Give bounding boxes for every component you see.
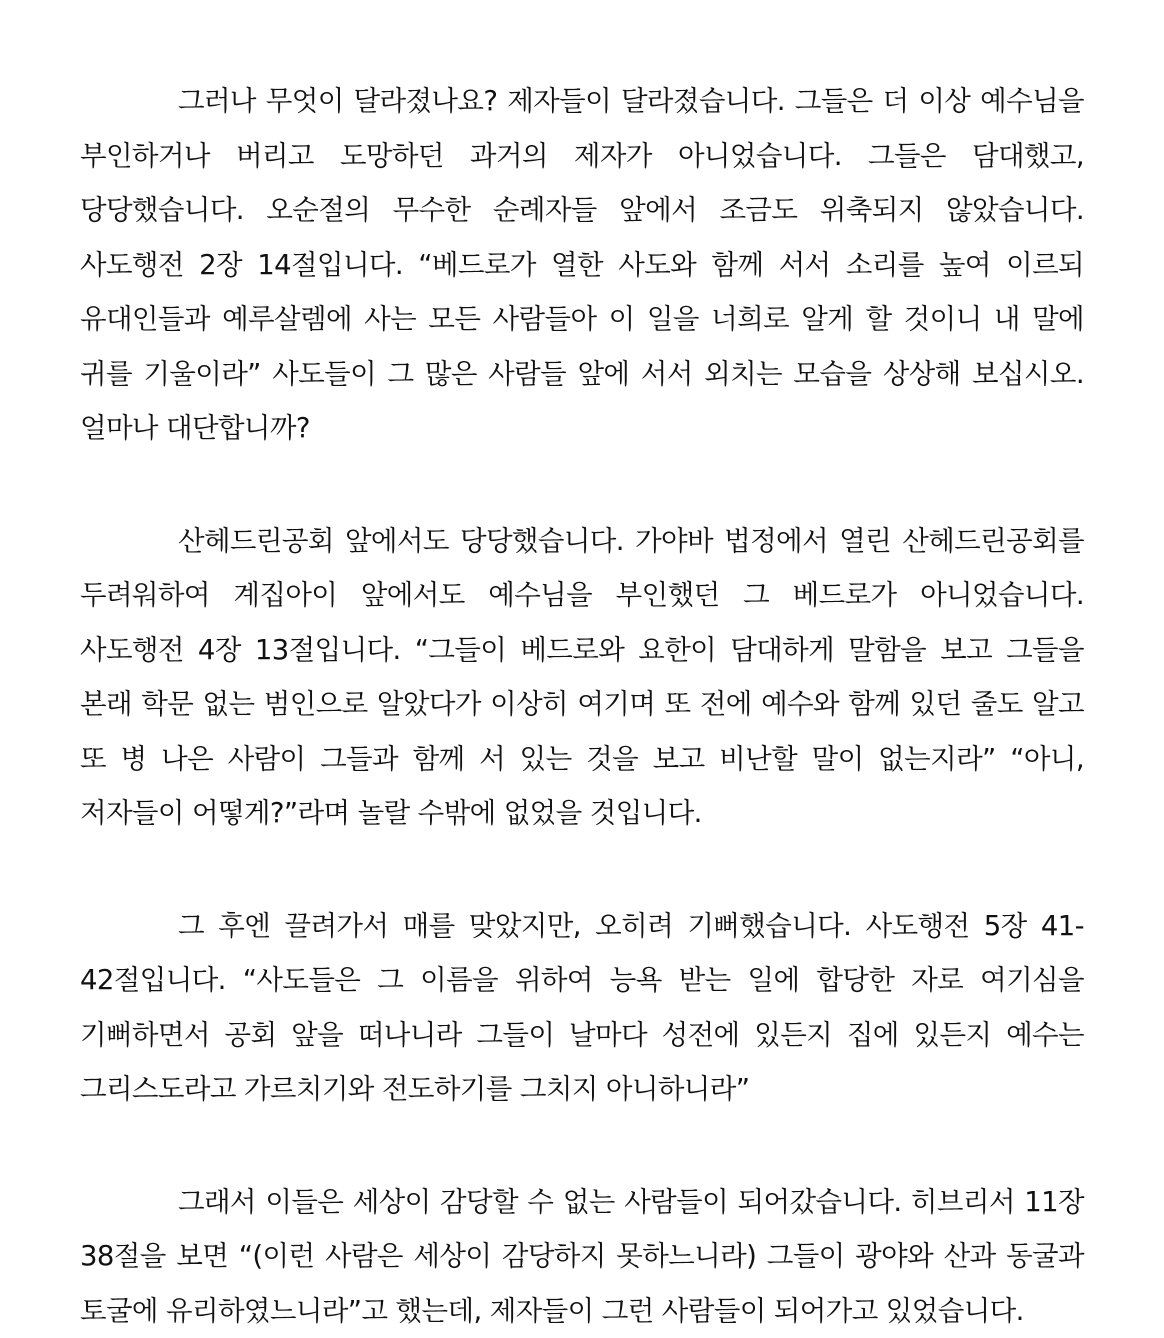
paragraph-4: 그래서 이들은 세상이 감당할 수 없는 사람들이 되어갔습니다. 히브리서 11장 38절을 보면 “(이런 사람은 세상이 감당하지 못하느니라) 그들이 광야와 산과 동굴과 토굴에 유리하였느니라”고 했는데, 제자들이 그런 사람들이 되어가고 있었습니다.: [80, 1175, 1084, 1338]
paragraph-2: 산헤드린공회 앞에서도 당당했습니다. 가야바 법정에서 열린 산헤드린공회를 두려워하여 계집아이 앞에서도 예수님을 부인했던 그 베드로가 아니었습니다. 사도행전 4장 13절입니다. “그들이 베드로와 요한이 담대하게 말함을 보고 그들을 본래 학문 없는 범인으로 알았다가 이상히 여기며 또 전에 예수와 함께 있던 줄도 알고 또 병 나은 사람이 그들과 함께 서 있는 것을 보고 비난할 말이 없는지라” “아니, 저자들이 어떻게?”라며 놀랄 수밖에 없었을 것입니다.: [80, 514, 1084, 841]
paragraph-1: 그러나 무엇이 달라졌나요? 제자들이 달라졌습니다. 그들은 더 이상 예수님을 부인하거나 버리고 도망하던 과거의 제자가 아니었습니다. 그들은 담대했고, 당당했습니다. 오순절의 무수한 순례자들 앞에서 조금도 위축되지 않았습니다. 사도행전 2장 14절입니다. “베드로가 열한 사도와 함께 서서 소리를 높여 이르되 유대인들과 예루살렘에 사는 모든 사람들아 이 일을 너희로 알게 할 것이니 내 말에 귀를 기울이라” 사도들이 그 많은 사람들 앞에 서서 외치는 모습을 상상해 보십시오. 얼마나 대단합니까?: [80, 74, 1084, 456]
paragraph-3: 그 후엔 끌려가서 매를 맞았지만, 오히려 기뻐했습니다. 사도행전 5장 41-42절입니다. “사도들은 그 이름을 위하여 능욕 받는 일에 합당한 자로 여기심을 기뻐하면서 공회 앞을 떠나니라 그들이 날마다 성전에 있든지 집에 있든지 예수는 그리스도라고 가르치기와 전도하기를 그치지 아니하니라”: [80, 899, 1084, 1117]
